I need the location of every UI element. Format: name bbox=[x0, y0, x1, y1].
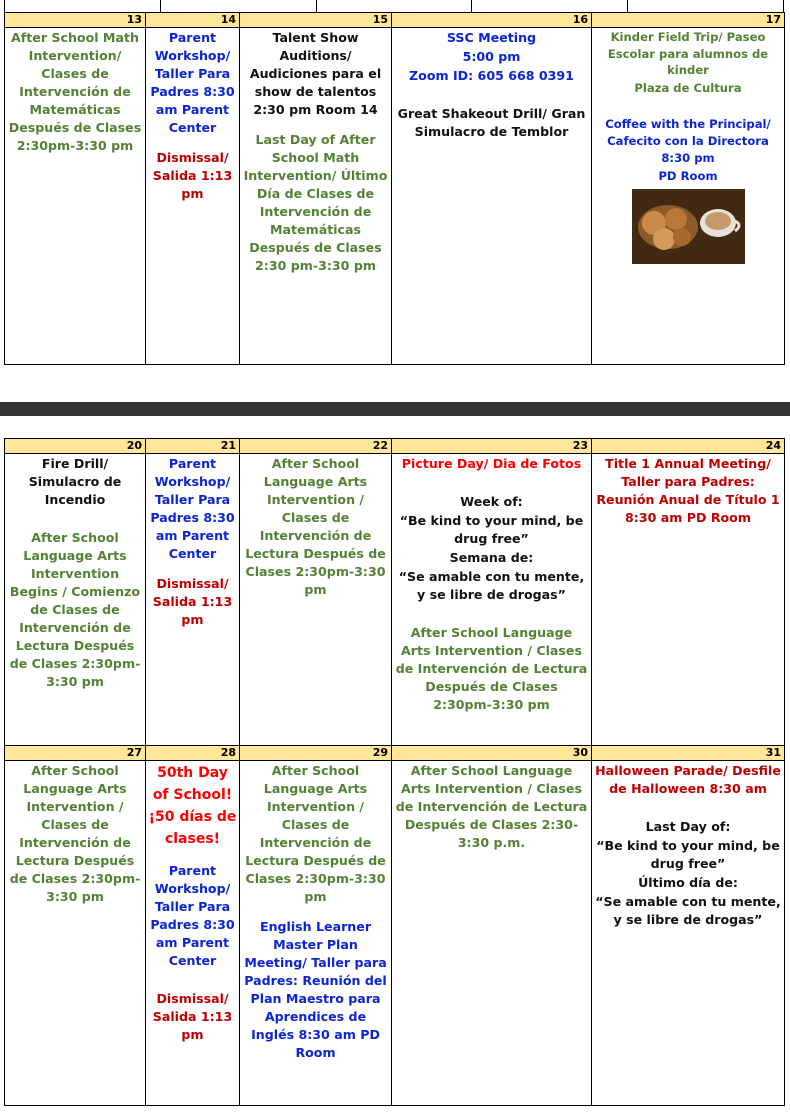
event-text: “Be kind to your mind, be drug free” bbox=[596, 838, 780, 871]
day-number: 13 bbox=[5, 13, 145, 28]
event-text: Talent Show Auditions/ Audiciones para el show de talentos 2:30 pm Room 14 bbox=[249, 30, 382, 117]
calendar-weeks-2-3 bbox=[4, 438, 785, 1106]
event-text: Dismissal/ Salida 1:13 pm bbox=[152, 576, 233, 627]
calendar-week-1 bbox=[4, 12, 785, 365]
event-text: English Learner Master Plan Meeting/ Taller para Padres: Reunión del Plan Maestro para Aprendices de Inglés 8:30 am PD Room bbox=[244, 919, 387, 1060]
event-text: “Be kind to your mind, be drug free” bbox=[399, 513, 584, 546]
event-text: Halloween Parade/ Desfile de Halloween 8:30 am bbox=[595, 763, 781, 796]
event-text: Great Shakeout Drill/ Gran Simulacro de Temblor bbox=[397, 106, 586, 139]
event-text: After School Language Arts Intervention / Clases de Intervención de Lectura Después de Clases 2:30pm-3:30 pm bbox=[9, 763, 141, 904]
event-text: After School Language Arts Intervention / Clases de Intervención de Lectura Después de Clases 2:30pm-3:30 pm bbox=[245, 763, 386, 904]
event-text: PD Room bbox=[658, 168, 718, 183]
event-text: 8:30 pm bbox=[661, 151, 715, 165]
day-cell-13 bbox=[5, 13, 146, 365]
day-number: 29 bbox=[240, 746, 391, 761]
day-cell-27 bbox=[5, 746, 146, 1106]
day-number: 23 bbox=[392, 439, 591, 454]
event-text: After School Language Arts Intervention / Clases de Intervención de Lectura Después de Clases 2:30pm-3:30 pm bbox=[245, 456, 386, 597]
event-text: After School Language Arts Intervention / Clases de Intervención de Lectura Después de Clases 2:30pm-3:30 pm bbox=[395, 625, 588, 712]
day-number: 15 bbox=[240, 13, 391, 28]
event-text: 5:00 pm bbox=[462, 49, 521, 64]
day-number: 31 bbox=[592, 746, 784, 761]
event-text: 50th Day of School! ¡50 días de clases! bbox=[148, 765, 237, 847]
day-number: 22 bbox=[240, 439, 391, 454]
event-text: Picture Day/ Dia de Fotos bbox=[401, 456, 582, 471]
coffee-cookies-photo bbox=[632, 189, 745, 264]
event-text: Zoom ID: 605 668 0391 bbox=[409, 68, 574, 83]
day-number: 24 bbox=[592, 439, 784, 454]
event-text: Fire Drill/ Simulacro de Incendio bbox=[28, 456, 122, 507]
day-cell-30 bbox=[392, 746, 592, 1106]
day-cell-15 bbox=[240, 13, 392, 365]
day-cell-20 bbox=[5, 439, 146, 746]
day-number: 20 bbox=[5, 439, 145, 454]
day-number: 14 bbox=[146, 13, 239, 28]
event-text: Semana de: bbox=[449, 550, 534, 565]
event-text: Dismissal/ Salida 1:13 pm bbox=[152, 150, 233, 201]
event-text: Coffee with the Principal/ Cafecito con la Directora bbox=[605, 117, 771, 148]
event-text: Last Day of: bbox=[645, 819, 731, 834]
event-text: Dismissal/ Salida 1:13 pm bbox=[152, 991, 233, 1042]
section-divider bbox=[0, 402, 790, 416]
day-cell-17 bbox=[592, 13, 785, 365]
day-cell-31 bbox=[592, 746, 785, 1106]
event-text: Parent Workshop/ Taller Para Padres 8:30 am Parent Center bbox=[150, 30, 235, 135]
day-cell-16 bbox=[392, 13, 592, 365]
day-number: 16 bbox=[392, 13, 591, 28]
event-text: Parent Workshop/ Taller Para Padres 8:30 am Parent Center bbox=[150, 863, 235, 968]
event-text: After School Language Arts Intervention Begins / Comienzo de Clases de Intervención de Lectura Después de Clases 2:30pm-3:30 pm bbox=[9, 530, 141, 689]
event-text: Week of: bbox=[460, 494, 523, 509]
event-text: Last Day of After School Math Intervention/ Último Día de Clases de Intervención de Matemáticas Después de Clases 2:30 pm-3:30 pm bbox=[243, 132, 388, 273]
event-text: After School Math Intervention/ Clases de Intervención de Matemáticas Después de Clases 2:30pm-3:30 pm bbox=[8, 30, 142, 153]
event-text: SSC Meeting bbox=[446, 30, 537, 45]
day-cell-23 bbox=[392, 439, 592, 746]
event-text: Title 1 Annual Meeting/ Taller para Padres: Reunión Anual de Título 1 8:30 am PD Room bbox=[596, 456, 780, 525]
day-number: 17 bbox=[592, 13, 784, 28]
event-text: Parent Workshop/ Taller Para Padres 8:30 am Parent Center bbox=[150, 456, 235, 561]
day-cell-14 bbox=[146, 13, 240, 365]
event-text: Plaza de Cultura bbox=[634, 80, 742, 95]
event-text: “Se amable con tu mente, y se libre de drogas” bbox=[595, 894, 781, 927]
day-cell-28 bbox=[146, 746, 240, 1106]
event-text: “Se amable con tu mente, y se libre de drogas” bbox=[398, 569, 585, 602]
event-text: Kinder Field Trip/ Paseo Escolar para alumnos de kinder bbox=[607, 30, 769, 77]
day-cell-29 bbox=[240, 746, 392, 1106]
day-cell-22 bbox=[240, 439, 392, 746]
day-number: 28 bbox=[146, 746, 239, 761]
day-number: 30 bbox=[392, 746, 591, 761]
day-number: 27 bbox=[5, 746, 145, 761]
day-number: 21 bbox=[146, 439, 239, 454]
day-cell-24 bbox=[592, 439, 785, 746]
day-cell-21 bbox=[146, 439, 240, 746]
event-text: Último día de: bbox=[638, 875, 738, 890]
event-text: After School Language Arts Intervention / Clases de Intervención de Lectura Después de Clases 2:30-3:30 p.m. bbox=[395, 763, 588, 850]
